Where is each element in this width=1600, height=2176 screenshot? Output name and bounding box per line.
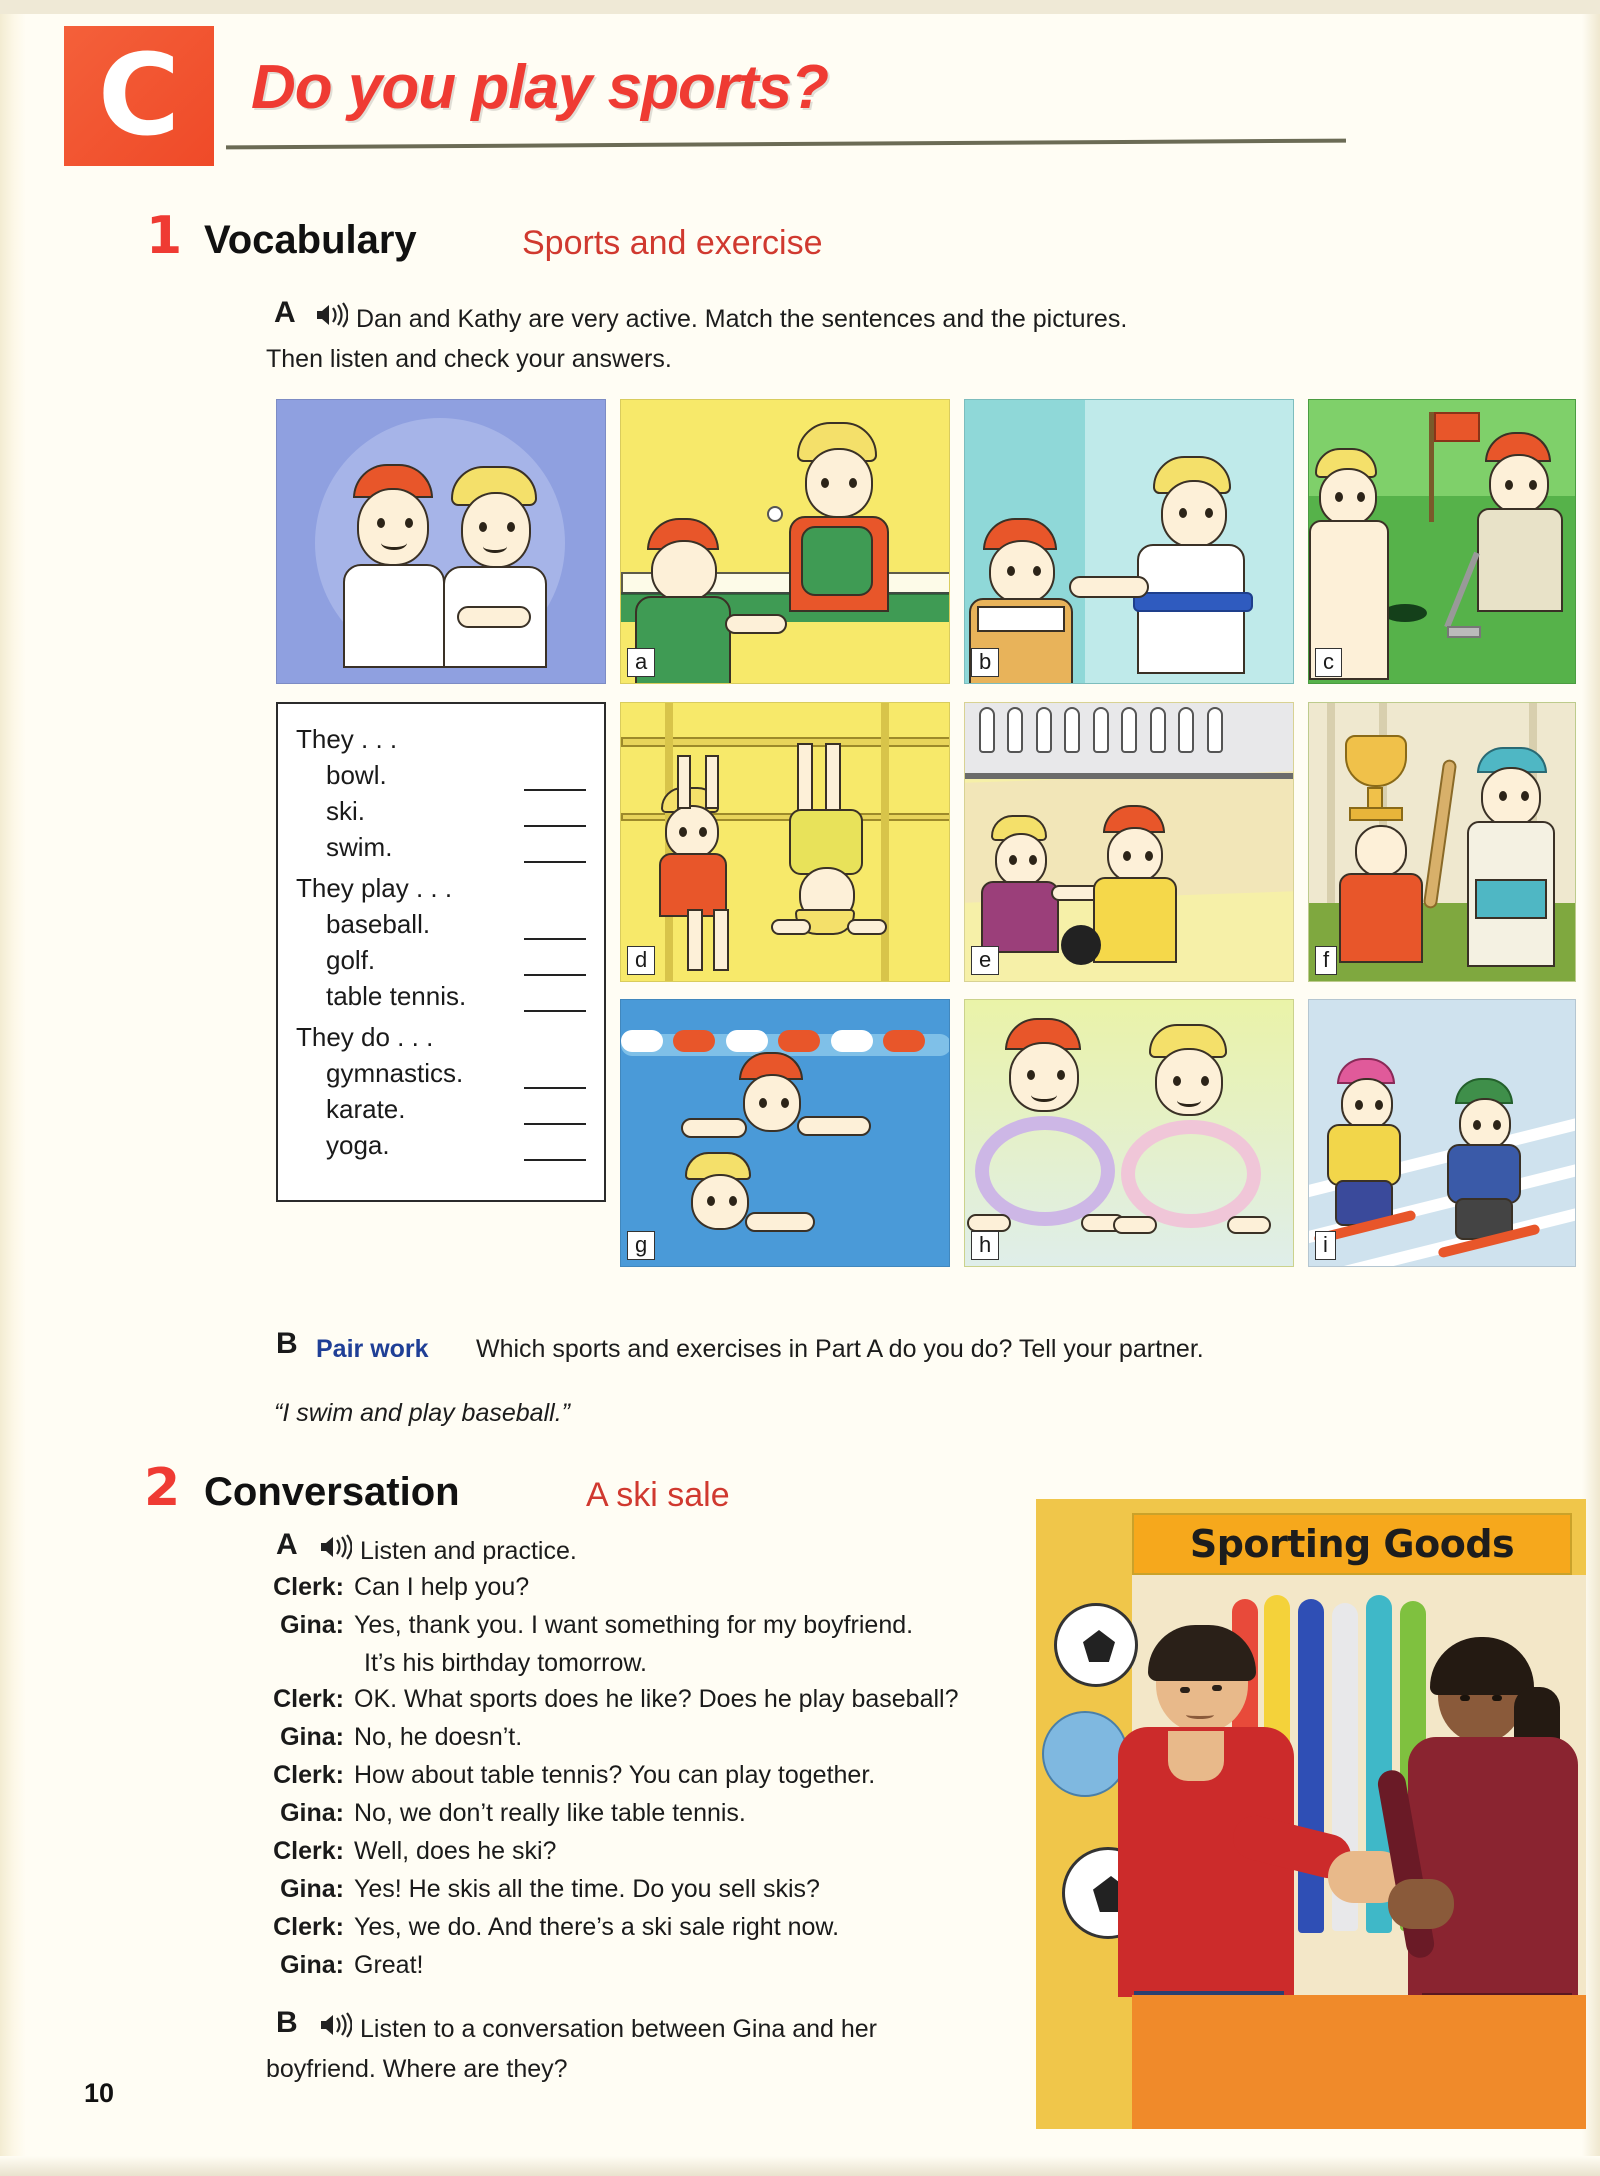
word-label: golf. <box>326 945 376 975</box>
dialogue-line <box>266 1947 986 1983</box>
word-row <box>326 832 586 863</box>
dialogue-line <box>266 1607 986 1643</box>
dialogue-text: No, he doesn’t. <box>354 1723 523 1751</box>
conversation-dialogue <box>266 1569 986 1985</box>
picture-i-tag: i <box>1315 1231 1336 1260</box>
word-label: baseball. <box>326 909 431 939</box>
word-row <box>326 1130 586 1161</box>
picture-h-tag: h <box>971 1231 999 1260</box>
dialogue-line <box>266 1757 986 1793</box>
picture-a <box>620 399 950 684</box>
store-floor <box>1132 1995 1586 2129</box>
word-row <box>326 945 586 976</box>
section-2-number: 2 <box>144 1458 181 1518</box>
section-1-subtitle: Sports and exercise <box>522 224 823 262</box>
unit-letter: C <box>97 31 181 161</box>
dialogue-line <box>266 1569 986 1605</box>
audio-speaker-icon[interactable] <box>318 1534 352 1565</box>
answer-blank[interactable] <box>524 769 586 791</box>
illustration-sporting-goods-store <box>1036 1499 1586 2129</box>
picture-b <box>964 399 1294 684</box>
dialogue-speaker: Gina: <box>280 1875 344 1903</box>
word-group-1 <box>296 873 586 1012</box>
word-label: bowl. <box>326 760 387 790</box>
dialogue-text-continued: It’s his birthday tomorrow. <box>364 1649 647 1677</box>
dialogue-line <box>266 1871 986 1907</box>
word-label: gymnastics. <box>326 1058 464 1088</box>
answer-blank[interactable] <box>524 918 586 940</box>
word-row <box>326 760 586 791</box>
exercise-1b-example: “I swim and play baseball.” <box>274 1399 570 1427</box>
dialogue-speaker: Clerk: <box>273 1761 344 1789</box>
section-1-name: Vocabulary <box>204 218 417 262</box>
exercise-1b-instruction: Which sports and exercises in Part A do you do? Tell your partner. <box>476 1335 1204 1363</box>
word-row <box>326 796 586 827</box>
dialogue-line <box>266 1833 986 1869</box>
section-2-name: Conversation <box>204 1470 460 1514</box>
answer-blank[interactable] <box>524 841 586 863</box>
soccer-ball-top <box>1054 1603 1138 1687</box>
dialogue-speaker: Gina: <box>280 1611 344 1639</box>
dialogue-text: Yes! He skis all the time. Do you sell skis? <box>354 1875 820 1903</box>
dialogue-text: OK. What sports does he like? Does he play baseball? <box>354 1685 959 1713</box>
dialogue-speaker: Clerk: <box>273 1685 344 1713</box>
dialogue-line <box>266 1909 986 1945</box>
dialogue-speaker: Gina: <box>280 1723 344 1751</box>
picture-g <box>620 999 950 1267</box>
dialogue-speaker: Gina: <box>280 1951 344 1979</box>
word-label: swim. <box>326 832 393 862</box>
word-label: table tennis. <box>326 981 467 1011</box>
word-group-2-head: They do . . . <box>296 1022 434 1052</box>
exercise-2b-instruction-line1: Listen to a conversation between Gina and her <box>360 2015 878 2043</box>
picture-f <box>1308 702 1576 982</box>
picture-g-tag: g <box>627 1231 655 1260</box>
exercise-2a-letter: A <box>276 1528 298 1561</box>
word-row <box>326 1094 586 1125</box>
exercise-2b-instruction-line2: boyfriend. Where are they? <box>266 2055 568 2083</box>
page-edge-left <box>0 0 26 2176</box>
ski-blue <box>1298 1599 1324 1933</box>
answer-blank[interactable] <box>524 990 586 1012</box>
section-1-number: 1 <box>146 206 183 266</box>
word-group-0-head: They . . . <box>296 724 398 754</box>
exercise-1a-instruction-line2: Then listen and check your answers. <box>266 345 672 373</box>
exercise-1a-letter: A <box>274 296 296 329</box>
dialogue-speaker: Clerk: <box>273 1573 344 1601</box>
illustration-dan-and-kathy <box>276 399 606 684</box>
dialogue-text: Great! <box>354 1951 424 1979</box>
picture-c-tag: c <box>1315 648 1342 677</box>
answer-blank[interactable] <box>524 805 586 827</box>
exercise-1b-pairwork-label: Pair work <box>316 1335 429 1363</box>
dialogue-text: How about table tennis? You can play together. <box>354 1761 876 1789</box>
word-row <box>326 909 586 940</box>
picture-d <box>620 702 950 982</box>
picture-b-tag: b <box>971 648 999 677</box>
vocabulary-word-box <box>276 702 606 1202</box>
page-sheet <box>26 14 1582 2154</box>
dialogue-text: Can I help you? <box>354 1573 530 1601</box>
blue-ball <box>1042 1711 1128 1797</box>
word-label: karate. <box>326 1094 406 1124</box>
exercise-2b-letter: B <box>276 2006 298 2039</box>
unit-letter-badge <box>64 26 214 166</box>
word-row <box>326 981 586 1012</box>
dialogue-text: No, we don’t really like table tennis. <box>354 1799 746 1827</box>
word-row <box>326 1058 586 1089</box>
picture-c <box>1308 399 1576 684</box>
dialogue-speaker: Clerk: <box>273 1837 344 1865</box>
word-label: ski. <box>326 796 365 826</box>
page-bottom-edge <box>0 2156 1600 2176</box>
answer-blank[interactable] <box>524 1103 586 1125</box>
audio-speaker-icon[interactable] <box>318 2012 352 2043</box>
dialogue-speaker: Clerk: <box>273 1913 344 1941</box>
store-sign-text: Sporting Goods <box>1189 1522 1515 1566</box>
picture-d-tag: d <box>627 946 655 975</box>
picture-h <box>964 999 1294 1267</box>
picture-e-tag: e <box>971 946 999 975</box>
page-number: 10 <box>84 2078 115 2108</box>
answer-blank[interactable] <box>524 1067 586 1089</box>
picture-e <box>964 702 1294 982</box>
dialogue-line <box>266 1795 986 1831</box>
picture-i <box>1308 999 1576 1267</box>
dialogue-text: Well, does he ski? <box>354 1837 557 1865</box>
dialogue-line <box>266 1719 986 1755</box>
page-top-edge <box>0 0 1600 14</box>
section-2-subtitle: A ski sale <box>586 1476 730 1514</box>
audio-speaker-icon[interactable] <box>314 302 348 333</box>
exercise-2a-instruction: Listen and practice. <box>360 1537 577 1565</box>
answer-blank[interactable] <box>524 1139 586 1161</box>
word-label: yoga. <box>326 1130 390 1160</box>
word-group-1-head: They play . . . <box>296 873 453 903</box>
dialogue-text: Yes, thank you. I want something for my boyfriend. <box>354 1611 914 1639</box>
exercise-1a-instruction-line1: Dan and Kathy are very active. Match the sentences and the pictures. <box>356 305 1128 333</box>
answer-blank[interactable] <box>524 954 586 976</box>
title-underline-rule <box>226 139 1346 150</box>
page-title: Do you play sports? <box>251 53 828 122</box>
dialogue-text: Yes, we do. And there’s a ski sale right now. <box>354 1913 840 1941</box>
dialogue-speaker: Gina: <box>280 1799 344 1827</box>
word-group-0 <box>296 724 586 863</box>
store-sign <box>1132 1513 1572 1575</box>
word-group-2 <box>296 1022 586 1161</box>
exercise-1b-letter: B <box>276 1327 298 1360</box>
picture-a-tag: a <box>627 648 655 677</box>
picture-f-tag: f <box>1315 946 1337 975</box>
dialogue-line <box>266 1681 986 1717</box>
